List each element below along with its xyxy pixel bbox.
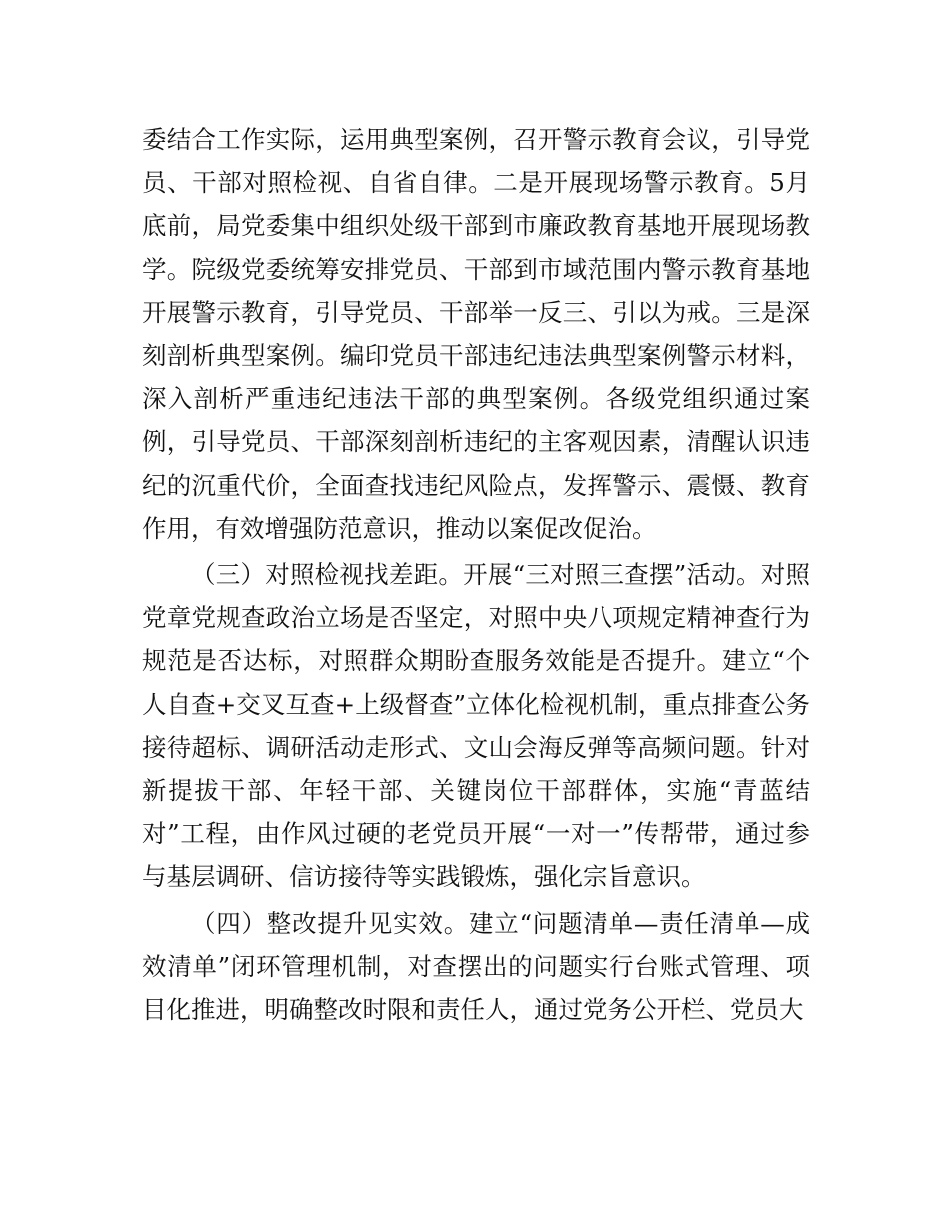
paragraph-case-study-warning: 委结合工作实际，运用典型案例，召开警示教育会议，引导党员、干部对照检视、自省自律。二是开展现场警示教育。5月底前，局党委集中组织处级干部到市廉政教育基地开展现场教学。院级党委统筹安排党员、干部到市域范围内警示教育基地开展警示教育，引导党员、干部举一反三、引以为戒。三是深刻剖析典型案例。编印党员干部违纪违法典型案例警示材料，深入剖析严重违纪违法干部的典型案例。各级党组织通过案例，引导党员、干部深刻剖析违纪的主客观因素，清醒认识违纪的沉重代价，全面查找违纪风险点，发挥警示、震慑、教育作用，有效增强防范意识，推动以案促改促治。 bbox=[142, 125, 810, 543]
paragraph-section-three: （三）对照检视找差距。开展“三对照三查摆”活动。对照党章党规查政治立场是否坚定，对照中央八项规定精神查行为规范是否达标，对照群众期盼查服务效能是否提升。建立“个人自查+交叉互查+上级督查”立体化检视机制，重点排查公务接待超标、调研活动走形式、文山会海反弹等高频问题。针对新提拔干部、年轻干部、关键岗位干部群体，实施“青蓝结对”工程，由作风过硬的老党员开展“一对一”传帮带，通过参与基层调研、信访接待等实践锻炼，强化宗旨意识。 bbox=[142, 560, 810, 892]
document-body bbox=[142, 118, 810, 1031]
paragraph-section-four: （四）整改提升见实效。建立“问题清单—责任清单—成效清单”闭环管理机制，对查摆出的问题实行台账式管理、项目化推进，明确整改时限和责任人，通过党务公开栏、党员大 bbox=[142, 908, 810, 1025]
